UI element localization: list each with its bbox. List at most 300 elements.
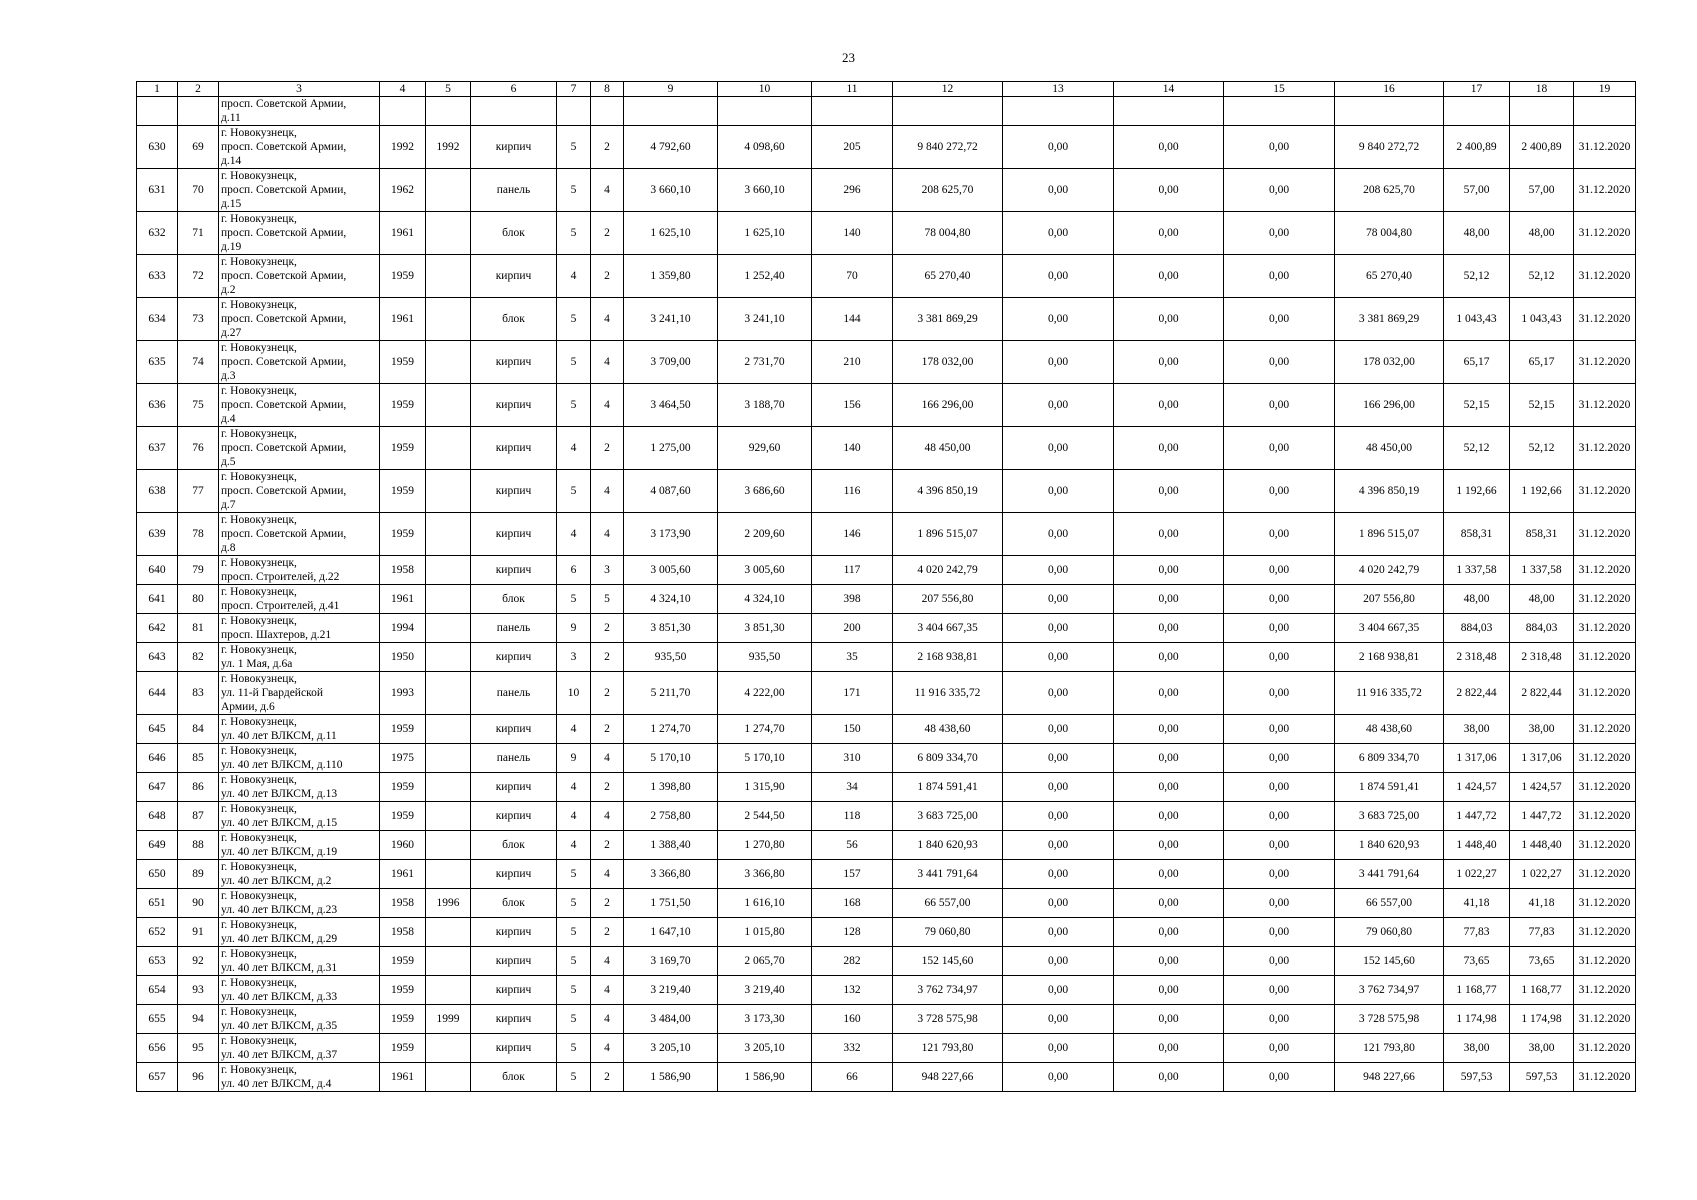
wall-material-cell: кирпич <box>471 643 557 672</box>
year-built-cell: 1961 <box>380 860 426 889</box>
year-built-cell: 1994 <box>380 614 426 643</box>
residents-cell: 310 <box>812 744 893 773</box>
wall-material-cell: кирпич <box>471 802 557 831</box>
year-built-cell: 1959 <box>380 1034 426 1063</box>
year-built-cell: 1959 <box>380 802 426 831</box>
address-cell <box>219 860 380 889</box>
cost-col-13-cell: 0,00 <box>1003 889 1114 918</box>
total-area-cell: 3 366,80 <box>624 860 718 889</box>
year-built-cell: 1961 <box>380 1063 426 1092</box>
cost-col-13-cell: 0,00 <box>1003 947 1114 976</box>
unit-cost-17-cell: 1 192,66 <box>1444 470 1510 513</box>
year-renovated-cell: 1996 <box>426 889 471 918</box>
year-built-cell: 1961 <box>380 212 426 255</box>
address-cell <box>219 947 380 976</box>
total-cost-cell: 207 556,80 <box>893 585 1003 614</box>
cost-col-15-cell: 0,00 <box>1224 773 1335 802</box>
table-row <box>137 860 1636 889</box>
total-area-cell: 2 758,80 <box>624 802 718 831</box>
total-area-cell: 5 211,70 <box>624 672 718 715</box>
entrances-cell: 2 <box>591 427 624 470</box>
cost-col-14-cell: 0,00 <box>1114 298 1224 341</box>
unit-cost-18-cell: 73,65 <box>1510 947 1574 976</box>
unit-cost-18-cell: 48,00 <box>1510 212 1574 255</box>
deadline-cell: 31.12.2020 <box>1574 1063 1636 1092</box>
cost-col-14-cell: 0,00 <box>1114 1063 1224 1092</box>
deadline-cell: 31.12.2020 <box>1574 556 1636 585</box>
column-header: 5 <box>426 82 471 97</box>
year-renovated-cell <box>426 556 471 585</box>
year-built-cell: 1961 <box>380 298 426 341</box>
cost-col-13-cell: 0,00 <box>1003 470 1114 513</box>
list-number-cell <box>178 97 219 126</box>
floors-cell: 9 <box>557 744 591 773</box>
year-renovated-cell <box>426 947 471 976</box>
cost-col-13-cell: 0,00 <box>1003 1063 1114 1092</box>
entrances-cell <box>591 97 624 126</box>
deadline-cell: 31.12.2020 <box>1574 1034 1636 1063</box>
total-area-cell: 3 851,30 <box>624 614 718 643</box>
year-renovated-cell <box>426 470 471 513</box>
column-header: 17 <box>1444 82 1510 97</box>
address-line: ул. 11-й Гвардейской <box>221 687 323 699</box>
year-built-cell: 1959 <box>380 470 426 513</box>
year-renovated-cell <box>426 715 471 744</box>
column-header: 18 <box>1510 82 1574 97</box>
address-line: г. Новокузнецк, <box>221 977 297 989</box>
row-number-cell: 634 <box>137 298 178 341</box>
cost-col-15-cell: 0,00 <box>1224 976 1335 1005</box>
table-row <box>137 556 1636 585</box>
cost-col-16-cell: 207 556,80 <box>1335 585 1444 614</box>
unit-cost-18-cell: 1 192,66 <box>1510 470 1574 513</box>
wall-material-cell: кирпич <box>471 860 557 889</box>
address-line: д.15 <box>221 198 242 210</box>
unit-cost-17-cell: 73,65 <box>1444 947 1510 976</box>
cost-col-15-cell: 0,00 <box>1224 255 1335 298</box>
residents-cell: 34 <box>812 773 893 802</box>
column-header: 2 <box>178 82 219 97</box>
floors-cell: 5 <box>557 918 591 947</box>
entrances-cell: 4 <box>591 384 624 427</box>
address-line: ул. 40 лет ВЛКСМ, д.23 <box>221 904 338 916</box>
list-number-cell: 76 <box>178 427 219 470</box>
year-built-cell: 1958 <box>380 889 426 918</box>
living-area-cell: 4 098,60 <box>718 126 812 169</box>
year-built-cell <box>380 97 426 126</box>
unit-cost-17-cell: 1 317,06 <box>1444 744 1510 773</box>
row-number-cell: 632 <box>137 212 178 255</box>
table-row <box>137 947 1636 976</box>
cost-col-15-cell <box>1224 97 1335 126</box>
cost-col-16-cell: 152 145,60 <box>1335 947 1444 976</box>
table-row <box>137 889 1636 918</box>
wall-material-cell: кирпич <box>471 470 557 513</box>
total-area-cell: 4 324,10 <box>624 585 718 614</box>
cost-col-13-cell: 0,00 <box>1003 585 1114 614</box>
living-area-cell: 1 315,90 <box>718 773 812 802</box>
total-area-cell: 3 484,00 <box>624 1005 718 1034</box>
total-area-cell: 3 173,90 <box>624 513 718 556</box>
housing-table <box>136 81 1636 1092</box>
total-cost-cell: 48 438,60 <box>893 715 1003 744</box>
cost-col-13-cell: 0,00 <box>1003 773 1114 802</box>
address-line: просп. Советской Армии, <box>221 485 347 497</box>
page-number: 23 <box>842 50 855 65</box>
unit-cost-17-cell: 1 447,72 <box>1444 802 1510 831</box>
year-renovated-cell <box>426 255 471 298</box>
residents-cell: 118 <box>812 802 893 831</box>
entrances-cell: 2 <box>591 918 624 947</box>
cost-col-13-cell: 0,00 <box>1003 298 1114 341</box>
year-renovated-cell <box>426 427 471 470</box>
year-built-cell: 1959 <box>380 947 426 976</box>
address-cell <box>219 715 380 744</box>
year-built-cell: 1960 <box>380 831 426 860</box>
list-number-cell: 90 <box>178 889 219 918</box>
wall-material-cell: кирпич <box>471 341 557 384</box>
cost-col-16-cell: 3 762 734,97 <box>1335 976 1444 1005</box>
living-area-cell: 935,50 <box>718 643 812 672</box>
living-area-cell: 1 015,80 <box>718 918 812 947</box>
total-area-cell: 3 660,10 <box>624 169 718 212</box>
address-cell <box>219 427 380 470</box>
floors-cell: 5 <box>557 212 591 255</box>
total-cost-cell: 948 227,66 <box>893 1063 1003 1092</box>
table-row <box>137 255 1636 298</box>
residents-cell: 144 <box>812 298 893 341</box>
entrances-cell: 4 <box>591 1005 624 1034</box>
residents-cell: 132 <box>812 976 893 1005</box>
cost-col-16-cell: 11 916 335,72 <box>1335 672 1444 715</box>
address-line: просп. Советской Армии, <box>221 184 347 196</box>
column-header: 1 <box>137 82 178 97</box>
deadline-cell: 31.12.2020 <box>1574 427 1636 470</box>
residents-cell: 70 <box>812 255 893 298</box>
table-row <box>137 169 1636 212</box>
cost-col-13-cell: 0,00 <box>1003 672 1114 715</box>
total-area-cell: 5 170,10 <box>624 744 718 773</box>
wall-material-cell: кирпич <box>471 1034 557 1063</box>
total-cost-cell: 1 896 515,07 <box>893 513 1003 556</box>
entrances-cell: 4 <box>591 744 624 773</box>
year-renovated-cell <box>426 97 471 126</box>
wall-material-cell: блок <box>471 585 557 614</box>
address-line: ул. 40 лет ВЛКСМ, д.4 <box>221 1078 332 1090</box>
year-renovated-cell <box>426 672 471 715</box>
residents-cell: 332 <box>812 1034 893 1063</box>
address-line: г. Новокузнецк, <box>221 1035 297 1047</box>
address-line: г. Новокузнецк, <box>221 1064 297 1076</box>
table-row <box>137 773 1636 802</box>
table-row <box>137 427 1636 470</box>
total-area-cell: 1 647,10 <box>624 918 718 947</box>
deadline-cell: 31.12.2020 <box>1574 255 1636 298</box>
deadline-cell: 31.12.2020 <box>1574 918 1636 947</box>
year-built-cell: 1959 <box>380 513 426 556</box>
entrances-cell: 4 <box>591 860 624 889</box>
unit-cost-18-cell: 597,53 <box>1510 1063 1574 1092</box>
list-number-cell: 91 <box>178 918 219 947</box>
living-area-cell: 5 170,10 <box>718 744 812 773</box>
unit-cost-18-cell: 52,15 <box>1510 384 1574 427</box>
total-cost-cell: 3 728 575,98 <box>893 1005 1003 1034</box>
cost-col-14-cell: 0,00 <box>1114 715 1224 744</box>
address-cell <box>219 1063 380 1092</box>
unit-cost-17-cell: 1 174,98 <box>1444 1005 1510 1034</box>
total-area-cell: 4 792,60 <box>624 126 718 169</box>
floors-cell: 5 <box>557 1063 591 1092</box>
cost-col-15-cell: 0,00 <box>1224 744 1335 773</box>
table-row <box>137 715 1636 744</box>
address-line: просп. Советской Армии, <box>221 141 347 153</box>
total-cost-cell: 3 762 734,97 <box>893 976 1003 1005</box>
cost-col-14-cell: 0,00 <box>1114 585 1224 614</box>
cost-col-15-cell: 0,00 <box>1224 918 1335 947</box>
residents-cell: 128 <box>812 918 893 947</box>
deadline-cell: 31.12.2020 <box>1574 169 1636 212</box>
year-renovated-cell <box>426 513 471 556</box>
total-cost-cell: 3 441 791,64 <box>893 860 1003 889</box>
year-renovated-cell: 1999 <box>426 1005 471 1034</box>
cost-col-14-cell: 0,00 <box>1114 860 1224 889</box>
address-cell <box>219 1005 380 1034</box>
table-row <box>137 1063 1636 1092</box>
address-cell <box>219 672 380 715</box>
address-cell <box>219 614 380 643</box>
entrances-cell: 4 <box>591 802 624 831</box>
unit-cost-18-cell: 48,00 <box>1510 585 1574 614</box>
column-header: 12 <box>893 82 1003 97</box>
total-cost-cell: 3 683 725,00 <box>893 802 1003 831</box>
unit-cost-18-cell: 884,03 <box>1510 614 1574 643</box>
cost-col-16-cell: 121 793,80 <box>1335 1034 1444 1063</box>
cost-col-14-cell: 0,00 <box>1114 831 1224 860</box>
residents-cell: 146 <box>812 513 893 556</box>
year-built-cell: 1959 <box>380 255 426 298</box>
total-cost-cell: 3 381 869,29 <box>893 298 1003 341</box>
year-renovated-cell <box>426 341 471 384</box>
cost-col-15-cell: 0,00 <box>1224 947 1335 976</box>
row-number-cell: 654 <box>137 976 178 1005</box>
row-number-cell: 647 <box>137 773 178 802</box>
row-number-cell: 645 <box>137 715 178 744</box>
cost-col-14-cell: 0,00 <box>1114 773 1224 802</box>
address-line: д.7 <box>221 499 236 511</box>
year-built-cell: 1992 <box>380 126 426 169</box>
total-cost-cell: 66 557,00 <box>893 889 1003 918</box>
list-number-cell: 85 <box>178 744 219 773</box>
year-built-cell: 1959 <box>380 773 426 802</box>
deadline-cell: 31.12.2020 <box>1574 298 1636 341</box>
entrances-cell: 4 <box>591 341 624 384</box>
cost-col-16-cell: 4 396 850,19 <box>1335 470 1444 513</box>
total-cost-cell: 11 916 335,72 <box>893 672 1003 715</box>
list-number-cell: 78 <box>178 513 219 556</box>
row-number-cell: 637 <box>137 427 178 470</box>
cost-col-13-cell: 0,00 <box>1003 212 1114 255</box>
cost-col-14-cell: 0,00 <box>1114 976 1224 1005</box>
cost-col-16-cell: 65 270,40 <box>1335 255 1444 298</box>
address-cell <box>219 169 380 212</box>
total-area-cell: 1 398,80 <box>624 773 718 802</box>
residents-cell: 35 <box>812 643 893 672</box>
year-renovated-cell <box>426 585 471 614</box>
unit-cost-17-cell: 41,18 <box>1444 889 1510 918</box>
wall-material-cell: блок <box>471 298 557 341</box>
deadline-cell: 31.12.2020 <box>1574 614 1636 643</box>
residents-cell: 150 <box>812 715 893 744</box>
cost-col-15-cell: 0,00 <box>1224 384 1335 427</box>
year-built-cell: 1959 <box>380 1005 426 1034</box>
cost-col-15-cell: 0,00 <box>1224 298 1335 341</box>
address-line: г. Новокузнецк, <box>221 644 297 656</box>
address-line: г. Новокузнецк, <box>221 127 297 139</box>
total-cost-cell: 208 625,70 <box>893 169 1003 212</box>
total-cost-cell: 9 840 272,72 <box>893 126 1003 169</box>
table-row <box>137 744 1636 773</box>
total-cost-cell: 65 270,40 <box>893 255 1003 298</box>
list-number-cell: 87 <box>178 802 219 831</box>
cost-col-13-cell <box>1003 97 1114 126</box>
cost-col-16-cell: 166 296,00 <box>1335 384 1444 427</box>
entrances-cell: 4 <box>591 513 624 556</box>
wall-material-cell: кирпич <box>471 947 557 976</box>
unit-cost-17-cell: 1 168,77 <box>1444 976 1510 1005</box>
list-number-cell: 81 <box>178 614 219 643</box>
floors-cell: 4 <box>557 802 591 831</box>
address-line: ул. 40 лет ВЛКСМ, д.31 <box>221 962 338 974</box>
unit-cost-18-cell: 1 168,77 <box>1510 976 1574 1005</box>
floors-cell: 5 <box>557 126 591 169</box>
deadline-cell: 31.12.2020 <box>1574 126 1636 169</box>
address-cell <box>219 773 380 802</box>
residents-cell: 160 <box>812 1005 893 1034</box>
cost-col-14-cell: 0,00 <box>1114 614 1224 643</box>
address-cell <box>219 97 380 126</box>
unit-cost-18-cell: 1 424,57 <box>1510 773 1574 802</box>
column-header: 15 <box>1224 82 1335 97</box>
list-number-cell: 70 <box>178 169 219 212</box>
cost-col-16-cell: 6 809 334,70 <box>1335 744 1444 773</box>
cost-col-13-cell: 0,00 <box>1003 255 1114 298</box>
cost-col-14-cell: 0,00 <box>1114 556 1224 585</box>
unit-cost-17-cell: 1 424,57 <box>1444 773 1510 802</box>
residents-cell: 140 <box>812 427 893 470</box>
cost-col-16-cell: 4 020 242,79 <box>1335 556 1444 585</box>
living-area-cell: 4 324,10 <box>718 585 812 614</box>
unit-cost-17-cell: 1 043,43 <box>1444 298 1510 341</box>
address-line: ул. 40 лет ВЛКСМ, д.2 <box>221 875 332 887</box>
cost-col-15-cell: 0,00 <box>1224 614 1335 643</box>
column-header: 14 <box>1114 82 1224 97</box>
total-cost-cell: 48 450,00 <box>893 427 1003 470</box>
floors-cell: 5 <box>557 585 591 614</box>
address-cell <box>219 802 380 831</box>
unit-cost-17-cell: 52,12 <box>1444 427 1510 470</box>
wall-material-cell: панель <box>471 672 557 715</box>
total-area-cell: 4 087,60 <box>624 470 718 513</box>
living-area-cell: 2 209,60 <box>718 513 812 556</box>
total-area-cell: 935,50 <box>624 643 718 672</box>
entrances-cell: 2 <box>591 773 624 802</box>
cost-col-15-cell: 0,00 <box>1224 889 1335 918</box>
unit-cost-18-cell: 57,00 <box>1510 169 1574 212</box>
year-renovated-cell <box>426 773 471 802</box>
deadline-cell: 31.12.2020 <box>1574 802 1636 831</box>
floors-cell: 5 <box>557 947 591 976</box>
total-cost-cell: 1 840 620,93 <box>893 831 1003 860</box>
address-line: г. Новокузнецк, <box>221 428 297 440</box>
cost-col-16-cell: 48 438,60 <box>1335 715 1444 744</box>
address-line: д.5 <box>221 456 236 468</box>
address-line: ул. 40 лет ВЛКСМ, д.19 <box>221 846 338 858</box>
floors-cell: 6 <box>557 556 591 585</box>
floors-cell: 5 <box>557 1034 591 1063</box>
address-line: д.11 <box>221 112 241 124</box>
unit-cost-18-cell: 1 447,72 <box>1510 802 1574 831</box>
cost-col-15-cell: 0,00 <box>1224 1005 1335 1034</box>
list-number-cell: 74 <box>178 341 219 384</box>
row-number-cell: 652 <box>137 918 178 947</box>
cost-col-16-cell: 66 557,00 <box>1335 889 1444 918</box>
year-renovated-cell <box>426 802 471 831</box>
residents-cell: 117 <box>812 556 893 585</box>
list-number-cell: 96 <box>178 1063 219 1092</box>
list-number-cell: 93 <box>178 976 219 1005</box>
header-row <box>137 82 1636 97</box>
unit-cost-17-cell: 52,12 <box>1444 255 1510 298</box>
living-area-cell: 1 586,90 <box>718 1063 812 1092</box>
floors-cell: 5 <box>557 860 591 889</box>
address-line: ул. 1 Мая, д.6а <box>221 658 293 670</box>
cost-col-15-cell: 0,00 <box>1224 1034 1335 1063</box>
floors-cell: 5 <box>557 1005 591 1034</box>
floors-cell: 4 <box>557 715 591 744</box>
column-header: 10 <box>718 82 812 97</box>
wall-material-cell: панель <box>471 744 557 773</box>
unit-cost-18-cell: 52,12 <box>1510 255 1574 298</box>
unit-cost-18-cell: 1 317,06 <box>1510 744 1574 773</box>
deadline-cell: 31.12.2020 <box>1574 744 1636 773</box>
entrances-cell: 4 <box>591 1034 624 1063</box>
year-renovated-cell <box>426 918 471 947</box>
living-area-cell: 1 274,70 <box>718 715 812 744</box>
row-number-cell: 640 <box>137 556 178 585</box>
cost-col-13-cell: 0,00 <box>1003 169 1114 212</box>
cost-col-15-cell: 0,00 <box>1224 427 1335 470</box>
living-area-cell: 1 252,40 <box>718 255 812 298</box>
cost-col-16-cell: 1 874 591,41 <box>1335 773 1444 802</box>
wall-material-cell: блок <box>471 889 557 918</box>
total-cost-cell: 4 020 242,79 <box>893 556 1003 585</box>
table-row <box>137 672 1636 715</box>
residents-cell: 156 <box>812 384 893 427</box>
residents-cell: 157 <box>812 860 893 889</box>
cost-col-14-cell: 0,00 <box>1114 384 1224 427</box>
residents-cell: 66 <box>812 1063 893 1092</box>
total-area-cell: 3 464,50 <box>624 384 718 427</box>
address-line: д.4 <box>221 413 236 425</box>
living-area-cell: 3 851,30 <box>718 614 812 643</box>
list-number-cell: 86 <box>178 773 219 802</box>
cost-col-16-cell: 1 896 515,07 <box>1335 513 1444 556</box>
total-cost-cell: 152 145,60 <box>893 947 1003 976</box>
year-renovated-cell <box>426 298 471 341</box>
address-line: г. Новокузнецк, <box>221 385 297 397</box>
living-area-cell: 2 544,50 <box>718 802 812 831</box>
entrances-cell: 2 <box>591 212 624 255</box>
